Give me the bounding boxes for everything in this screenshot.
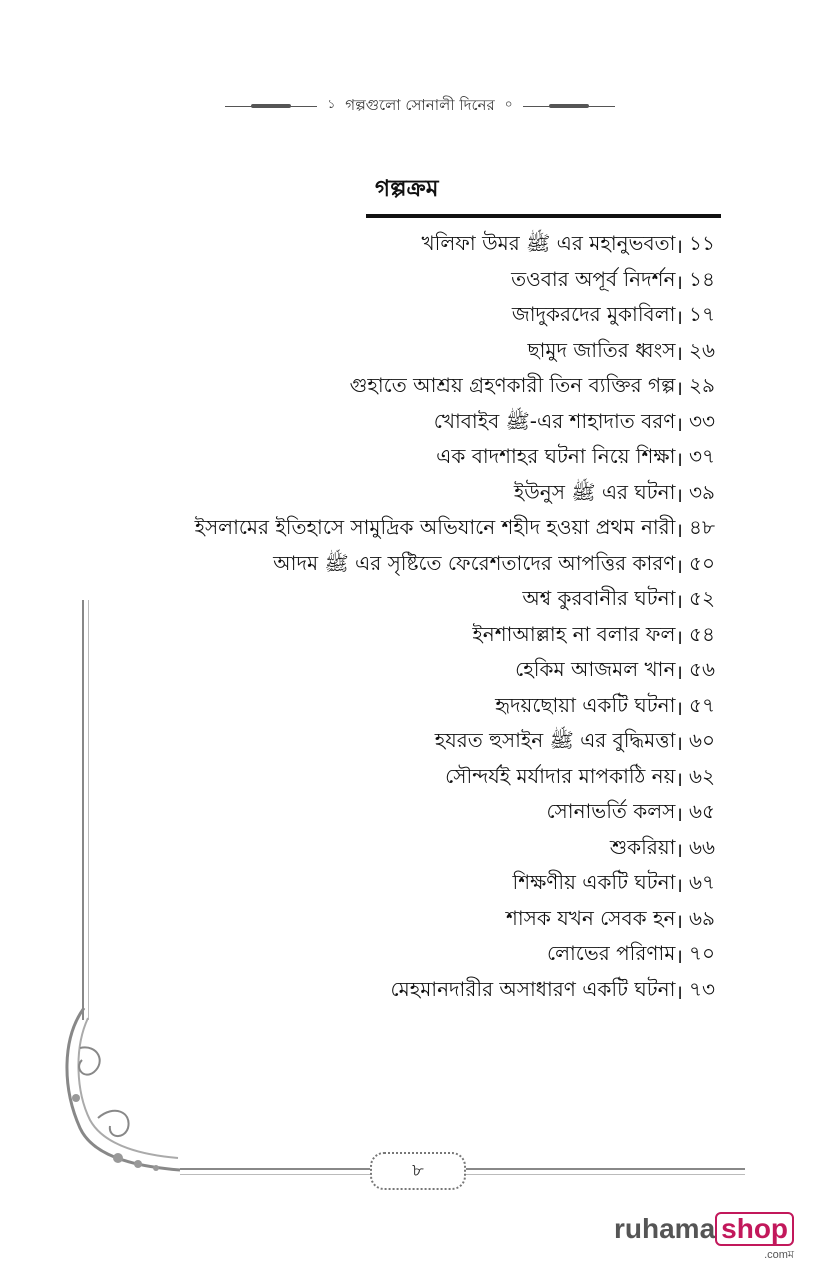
toc-entry-page: ৬৯: [689, 905, 715, 930]
watermark-text-2: shop: [715, 1212, 794, 1246]
toc-entry: [83, 903, 723, 939]
toc-separator: ।: [675, 447, 683, 472]
toc-entry-title: সোনাভর্তি কলস: [546, 799, 676, 824]
toc-entry-page: ২৬: [689, 337, 716, 362]
toc-entry-title: হযরত হুসাইন ﷺ এর বুদ্ধিমত্তা: [434, 728, 676, 753]
toc-entry-title: ইনশাআল্লাহ না বলার ফল: [472, 621, 676, 646]
toc-entry-page: ৩৩: [689, 408, 716, 433]
toc-entry: [83, 583, 723, 619]
toc-list: [83, 228, 723, 1009]
toc-separator: ।: [675, 518, 683, 543]
toc-entry: [83, 299, 723, 335]
toc-entry: [83, 974, 723, 1010]
toc-entry: [83, 867, 723, 903]
toc-separator: ।: [675, 482, 683, 507]
frame-vertical-line: [82, 600, 89, 1020]
toc-separator: ।: [675, 766, 683, 791]
toc-entry-page: ৬৫: [689, 799, 715, 824]
toc-entry: [83, 264, 723, 300]
toc-entry-title: ইসলামের ইতিহাসে সামুদ্রিক অভিযানে শহীদ হওয়া প্রথম নারী: [194, 515, 676, 540]
toc-entry: [83, 832, 723, 868]
toc-entry-title: শিক্ষণীয় একটি ঘটনা: [512, 870, 676, 895]
toc-entry-title: ছামুদ জাতির ধ্বংস: [527, 337, 676, 362]
toc-entry: [83, 406, 723, 442]
toc-entry-title: শাসক যখন সেবক হন: [506, 905, 676, 930]
running-header: [225, 94, 615, 118]
toc-entry-title: আদম ﷺ এর সৃষ্টিতে ফেরেশতাদের আপত্তির কারণ: [273, 550, 676, 575]
toc-entry-page: ৫০: [689, 550, 715, 575]
floral-ornament-icon: [58, 1008, 188, 1178]
header-rule-right: [523, 106, 615, 107]
toc-entry-page: ১৪: [689, 266, 715, 291]
toc-entry-page: ৪৮: [689, 515, 715, 540]
toc-entry: [83, 370, 723, 406]
toc-separator: ।: [675, 376, 683, 401]
toc-title: গল্পক্রম: [375, 176, 439, 202]
toc-entry-page: ৫৭: [689, 692, 715, 717]
toc-entry-page: ৭০: [689, 941, 716, 966]
page-number-badge: [370, 1152, 466, 1190]
toc-entry-title: হেকিম আজমল খান: [515, 657, 676, 682]
toc-entry-title: এক বাদশাহর ঘটনা নিয়ে শিক্ষা: [436, 444, 676, 469]
toc-separator: ।: [675, 837, 683, 862]
toc-entry-title: শুকরিয়া: [609, 834, 676, 859]
header-book-title: গল্পগুলো সোনালী দিনের: [345, 95, 495, 114]
header-page-right: ০: [504, 97, 513, 111]
toc-entry-page: ৭৩: [689, 976, 716, 1001]
toc-entry-title: লোভের পরিণাম: [546, 941, 676, 966]
toc-separator: ।: [675, 269, 683, 294]
toc-entry: [83, 690, 723, 726]
toc-entry-title: খলিফা উমর ﷺ এর মহানুভবতা: [421, 231, 676, 256]
toc-entry-page: ৩৭: [689, 444, 716, 469]
toc-separator: ।: [675, 411, 683, 436]
toc-entry-page: ১১: [689, 231, 715, 256]
toc-separator: ।: [675, 589, 683, 614]
watermark-text-1: ruhama: [614, 1213, 716, 1244]
toc-entry-page: ২৯: [689, 373, 715, 398]
toc-entry-title: মেহমানদারীর অসাধারণ একটি ঘটনা: [390, 976, 676, 1001]
toc-title-rule: [366, 214, 721, 218]
toc-entry-page: ৬০: [689, 728, 716, 753]
toc-separator: ।: [675, 731, 683, 756]
toc-separator: ।: [675, 234, 683, 259]
toc-separator: ।: [675, 305, 683, 330]
toc-entry-title: সৌন্দর্যই মর্যাদার মাপকাঠি নয়: [445, 763, 676, 788]
toc-separator: ।: [675, 695, 683, 720]
toc-separator: ।: [675, 802, 683, 827]
toc-entry-title: গুহাতে আশ্রয় গ্রহণকারী তিন ব্যক্তির গল্প: [349, 373, 676, 398]
toc-entry-title: খোবাইব ﷺ-এর শাহাদাত বরণ: [433, 408, 676, 433]
toc-entry: [83, 548, 723, 584]
header-page-left: ১: [327, 97, 336, 111]
toc-entry-page: ৫৪: [689, 621, 715, 646]
toc-separator: ।: [675, 624, 683, 649]
toc-separator: ।: [675, 873, 683, 898]
toc-separator: ।: [675, 944, 683, 969]
toc-entry: [83, 796, 723, 832]
toc-entry-title: হৃদয়ছোয়া একটি ঘটনা: [495, 692, 676, 717]
toc-entry-page: ১৭: [689, 302, 715, 327]
toc-entry: [83, 335, 723, 371]
toc-separator: ।: [675, 340, 683, 365]
toc-entry-title: অশ্ব কুরবানীর ঘটনা: [522, 586, 676, 611]
toc-entry: [83, 228, 723, 264]
watermark-logo: [614, 1212, 795, 1261]
toc-entry: [83, 654, 723, 690]
header-rule-left: [225, 106, 317, 107]
toc-entry: [83, 761, 723, 797]
page-number: ৮: [412, 1159, 424, 1181]
toc-entry-page: ৫২: [689, 586, 715, 611]
toc-entry: [83, 619, 723, 655]
toc-entry-title: জাদুকরদের মুকাবিলা: [511, 302, 676, 327]
toc-separator: ।: [675, 979, 683, 1004]
toc-entry-page: ৩৯: [689, 479, 715, 504]
toc-entry: [83, 441, 723, 477]
toc-entry: [83, 725, 723, 761]
toc-entry-page: ৬৭: [689, 870, 716, 895]
toc-separator: ।: [675, 908, 683, 933]
toc-entry: [83, 938, 723, 974]
toc-entry-page: ৫৬: [689, 657, 715, 682]
toc-separator: ।: [675, 660, 683, 685]
toc-separator: ।: [675, 553, 683, 578]
toc-entry-title: ইউনুস ﷺ এর ঘটনা: [513, 479, 676, 504]
watermark-text-3: .comম: [764, 1249, 795, 1261]
toc-entry: [83, 477, 723, 513]
toc-entry-page: ৬৬: [689, 834, 716, 859]
toc-entry-title: তওবার অপূর্ব নিদর্শন: [511, 266, 676, 291]
toc-entry: [83, 512, 723, 548]
toc-entry-page: ৬২: [689, 763, 716, 788]
